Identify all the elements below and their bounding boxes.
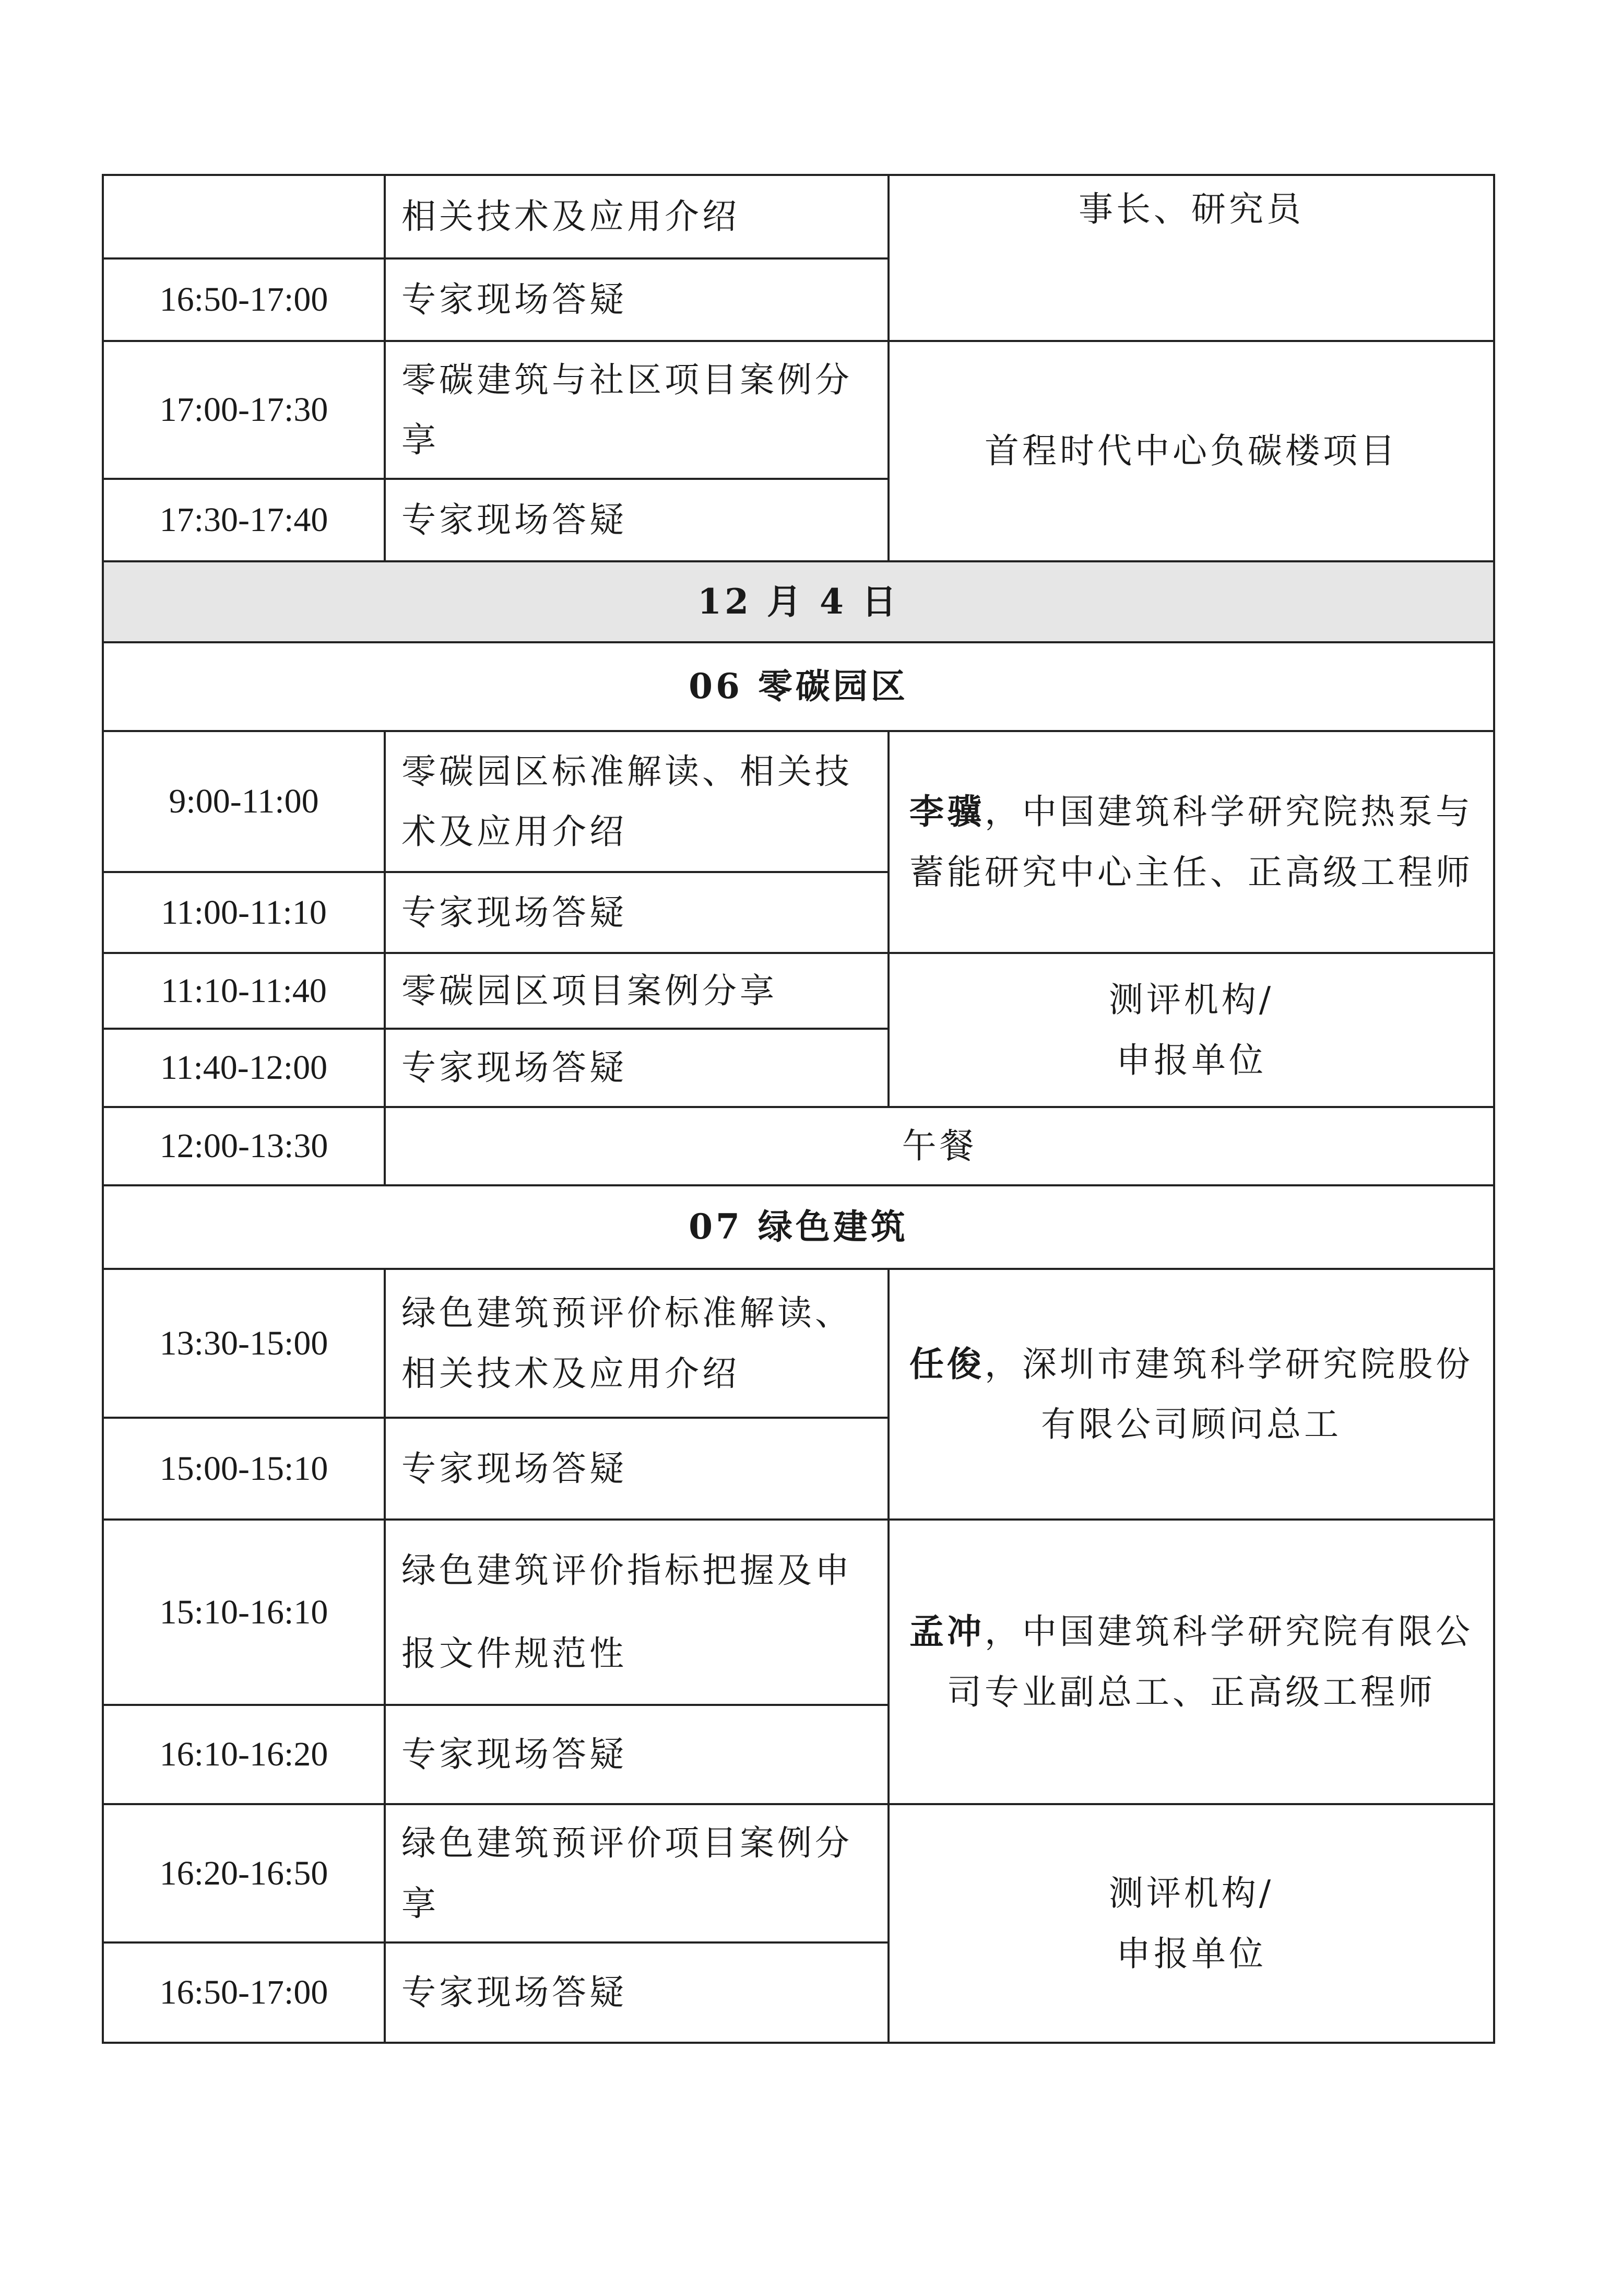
schedule-table — [102, 174, 1495, 2044]
speaker-name: 李骥 — [909, 791, 985, 832]
speaker-line: 申报单位 — [1116, 1933, 1266, 1974]
table-row — [103, 1269, 1494, 1418]
topic-cell: 绿色建筑预评价标准解读、相关技术及应用介绍 — [385, 1269, 889, 1418]
topic-cell: 专家现场答疑 — [385, 1942, 889, 2043]
time-cell: 9:00-11:00 — [103, 731, 385, 872]
time-cell: 12:00-13:30 — [103, 1107, 385, 1185]
time-cell: 17:30-17:40 — [103, 479, 385, 561]
topic-cell: 零碳园区项目案例分享 — [385, 953, 889, 1029]
section-row — [103, 642, 1494, 731]
speaker-cell: 事长、研究员 — [889, 175, 1494, 341]
date-heading: 12 月 4 日 — [103, 561, 1494, 642]
table-row — [103, 341, 1494, 479]
speaker-line: 申报单位 — [1116, 1040, 1266, 1080]
time-cell: 11:40-12:00 — [103, 1029, 385, 1107]
time-cell: 11:00-11:10 — [103, 872, 385, 953]
topic-cell: 专家现场答疑 — [385, 1705, 889, 1804]
time-cell: 11:10-11:40 — [103, 953, 385, 1029]
topic-cell: 相关技术及应用介绍 — [385, 175, 889, 258]
topic-cell: 绿色建筑评价指标把握及申报文件规范性 — [385, 1520, 889, 1705]
speaker-desc: ，中国建筑科学研究院热泵与蓄能研究中心主任、正高级工程师 — [909, 792, 1473, 892]
table-row — [103, 1520, 1494, 1705]
table-row — [103, 1107, 1494, 1185]
speaker-cell — [889, 1520, 1494, 1804]
topic-cell: 专家现场答疑 — [385, 258, 889, 341]
speaker-cell — [889, 1269, 1494, 1520]
table-row — [103, 953, 1494, 1029]
time-cell: 16:50-17:00 — [103, 1942, 385, 2043]
table-row — [103, 175, 1494, 258]
time-cell — [103, 175, 385, 258]
speaker-cell: 首程时代中心负碳楼项目 — [889, 341, 1494, 561]
topic-cell: 零碳建筑与社区项目案例分享 — [385, 341, 889, 479]
time-cell: 16:20-16:50 — [103, 1804, 385, 1942]
speaker-name: 任俊 — [909, 1343, 985, 1384]
speaker-cell — [889, 1804, 1494, 2043]
section-06-title: 06 零碳园区 — [103, 642, 1494, 731]
schedule-sheet — [102, 174, 1493, 2044]
table-row — [103, 1804, 1494, 1942]
time-cell: 13:30-15:00 — [103, 1269, 385, 1418]
date-row — [103, 561, 1494, 642]
speaker-desc: ，中国建筑科学研究院有限公司专业副总工、正高级工程师 — [947, 1611, 1473, 1712]
time-cell: 16:50-17:00 — [103, 258, 385, 341]
topic-cell: 专家现场答疑 — [385, 1029, 889, 1107]
speaker-cell — [889, 953, 1494, 1107]
section-07-title: 07 绿色建筑 — [103, 1185, 1494, 1269]
speaker-line: 测评机构/ — [1108, 980, 1274, 1020]
time-cell: 16:10-16:20 — [103, 1705, 385, 1804]
table-row — [103, 731, 1494, 872]
section-row — [103, 1185, 1494, 1269]
topic-cell: 专家现场答疑 — [385, 872, 889, 953]
speaker-line: 测评机构/ — [1108, 1873, 1274, 1913]
speaker-name: 孟冲 — [909, 1611, 985, 1652]
time-cell: 15:00-15:10 — [103, 1418, 385, 1520]
speaker-desc: ，深圳市建筑科学研究院股份有限公司顾问总工 — [985, 1344, 1473, 1444]
time-cell: 15:10-16:10 — [103, 1520, 385, 1705]
topic-cell: 零碳园区标准解读、相关技术及应用介绍 — [385, 731, 889, 872]
speaker-cell — [889, 731, 1494, 953]
topic-cell: 专家现场答疑 — [385, 1418, 889, 1520]
topic-cell: 专家现场答疑 — [385, 479, 889, 561]
topic-cell: 绿色建筑预评价项目案例分享 — [385, 1804, 889, 1942]
time-cell: 17:00-17:30 — [103, 341, 385, 479]
lunch-cell: 午餐 — [385, 1107, 1494, 1185]
